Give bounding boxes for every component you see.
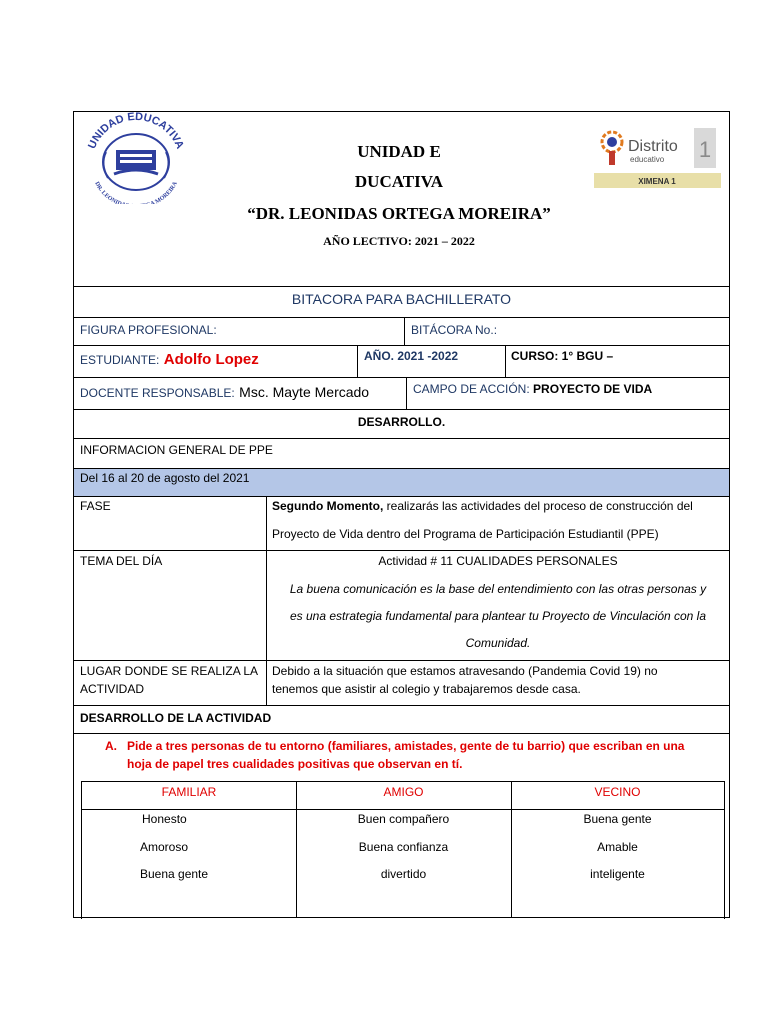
lugar-line-1: Debido a la situación que estamos atravesando (Pandemia Covid 19) no bbox=[272, 664, 658, 678]
lugar-line-2: tenemos que asistir al colegio y trabajaremos desde casa. bbox=[272, 682, 581, 696]
desarrollo-heading: DESARROLLO. bbox=[357, 415, 446, 429]
tema-title: Actividad # 11 CUALIDADES PERSONALES bbox=[378, 554, 618, 568]
instruction-line-2: hoja de papel tres cualidades positivas que observan en tí. bbox=[127, 757, 463, 771]
campo-row bbox=[413, 382, 652, 396]
vecino-quality-3: inteligente bbox=[590, 867, 645, 881]
svg-text:XIMENA 1: XIMENA 1 bbox=[638, 177, 676, 186]
qualities-table bbox=[81, 781, 725, 919]
familiar-quality-3: Buena gente bbox=[140, 867, 209, 881]
school-year: AÑO LECTIVO: 2021 – 2022 bbox=[323, 234, 475, 248]
figura-profesional-label: FIGURA PROFESIONAL: bbox=[80, 323, 217, 337]
anio-label: AÑO. 2021 -2022 bbox=[364, 349, 459, 363]
vecino-quality-1: Buena gente bbox=[583, 812, 652, 826]
amigo-quality-1: Buen compañero bbox=[357, 812, 450, 826]
date-range: Del 16 al 20 de agosto del 2021 bbox=[80, 471, 250, 485]
qualities-header-vecino: VECINO bbox=[594, 785, 641, 799]
lugar-label-2: ACTIVIDAD bbox=[80, 682, 145, 696]
svg-text:UNIDAD EDUCATIVA: UNIDAD EDUCATIVA bbox=[86, 112, 186, 151]
lugar-label-1: LUGAR DONDE SE REALIZA LA bbox=[80, 664, 259, 678]
fase-label: FASE bbox=[80, 499, 111, 513]
info-general-label: INFORMACION GENERAL DE PPE bbox=[80, 443, 273, 457]
fase-line-2: Proyecto de Vida dentro del Programa de Participación Estudiantil (PPE) bbox=[272, 527, 659, 541]
document-sheet bbox=[73, 111, 730, 918]
distrito-logo-icon bbox=[594, 125, 721, 188]
school-name-line3: “DR. LEONIDAS ORTEGA MOREIRA” bbox=[247, 204, 551, 223]
estudiante-row bbox=[80, 351, 259, 369]
svg-text:DR. LEONIDAS ORTEGA MOREIRA: DR. LEONID A MOREIRA bbox=[93, 181, 179, 204]
campo-value: PROYECTO DE VIDA bbox=[533, 382, 653, 396]
instruction-marker: A. bbox=[105, 739, 117, 753]
tema-line-2: es una estrategia fundamental para plantear tu Proyecto de Vinculación con la bbox=[289, 609, 707, 623]
tema-line-3: Comunidad. bbox=[465, 636, 531, 650]
tema-line-1: La buena comunicación es la base del entendimiento con las otras personas y bbox=[289, 582, 707, 596]
amigo-quality-2: Buena confianza bbox=[358, 840, 449, 854]
instruction-line-1: Pide a tres personas de tu entorno (familiares, amistades, gente de tu barrio) que escriban en una bbox=[127, 739, 685, 753]
school-crest-logo bbox=[78, 112, 194, 204]
docente-name: Msc. Mayte Mercado bbox=[239, 384, 370, 400]
desarrollo-actividad-label: DESARROLLO DE LA ACTIVIDAD bbox=[80, 711, 272, 725]
familiar-quality-1: Honesto bbox=[142, 812, 187, 826]
campo-label: CAMPO DE ACCIÓN: bbox=[413, 382, 530, 396]
familiar-quality-2: Amoroso bbox=[140, 840, 189, 854]
amigo-quality-3: divertido bbox=[380, 867, 427, 881]
qualities-header-amigo: AMIGO bbox=[383, 785, 424, 799]
svg-text:Distrito: Distrito bbox=[628, 138, 678, 155]
qualities-header-familiar: FAMILIAR bbox=[161, 785, 217, 799]
curso-label: CURSO: 1° BGU – bbox=[511, 349, 614, 363]
vecino-quality-2: Amable bbox=[597, 840, 638, 854]
form-heading: BITACORA PARA BACHILLERATO bbox=[291, 291, 512, 307]
fase-rest: realizarás las actividades del proceso de construcción del bbox=[383, 499, 693, 513]
school-name-line1: UNIDAD E bbox=[357, 142, 441, 161]
docente-label: DOCENTE RESPONSABLE: bbox=[80, 386, 235, 400]
estudiante-label: ESTUDIANTE: bbox=[80, 353, 160, 367]
docente-row bbox=[80, 384, 369, 402]
tema-label: TEMA DEL DÍA bbox=[80, 554, 163, 568]
school-name-line2: DUCATIVA bbox=[354, 172, 444, 191]
bitacora-number-label: BITÁCORA No.: bbox=[411, 323, 498, 337]
distrito-educativo-logo bbox=[594, 125, 721, 188]
svg-text:1: 1 bbox=[698, 137, 712, 162]
fase-bold: Segundo Momento, bbox=[272, 499, 384, 513]
svg-text:educativo: educativo bbox=[630, 155, 665, 164]
fase-line-1 bbox=[272, 499, 724, 513]
school-crest-icon bbox=[78, 112, 194, 204]
estudiante-name: Adolfo Lopez bbox=[163, 351, 259, 368]
